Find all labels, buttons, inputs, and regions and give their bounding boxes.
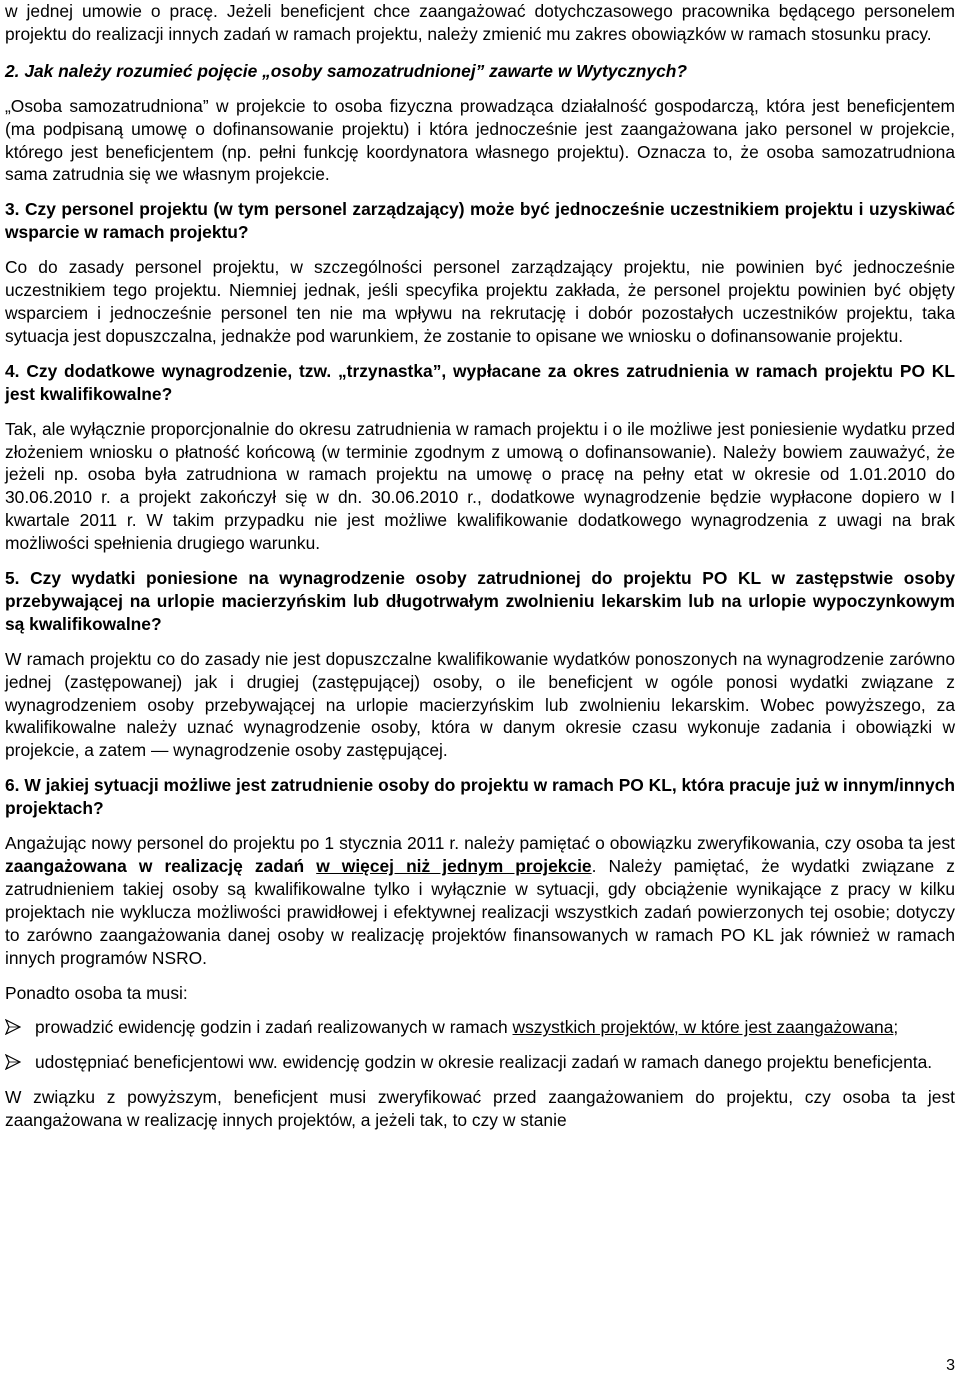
list-item-text: udostępniać beneficjentowi ww. ewidencję godzin w okresie realizacji zadań w ramach danego projektu beneficjenta.	[35, 1052, 933, 1073]
answer-6-bold-underlined-text: w więcej niż jednym projekcie	[316, 856, 592, 876]
question-4-answer: Tak, ale wyłącznie proporcjonalnie do okresu zatrudnienia w ramach projektu i o ile możliwe jest poniesienie wydatku przed złożeniem wniosku o płatność końcową (w terminie zgodnym z umową o dofinansowanie). Należy bowiem zauważyć, że jeżeli np. osoba była zatrudniona w ramach projektu na umowę o pracę na pełny etat w okresie od 1.01.2010 do 30.06.2010 r. a projekt zakończył się w dn. 30.06.2010 r., dodatkowe wynagrodzenie będzie wypłacone dopiero w I kwartale 2011 r. W takim przypadku nie jest możliwe kwalifikowanie dodatkowego wynagrodzenia z uwagi na brak możliwości spełnienia drugiego warunku.	[5, 418, 955, 554]
arrow-bullet-icon	[5, 1054, 21, 1070]
document-page	[5, 0, 955, 1132]
question-4-heading: 4. Czy dodatkowe wynagrodzenie, tzw. „trzynastka”, wypłacane za okres zatrudnienia w ramach projektu PO KL jest kwalifikowalne?	[5, 360, 955, 404]
question-6-heading: 6. W jakiej sytuacji możliwe jest zatrudnienie osoby do projektu w ramach PO KL, która pracuje już w innym/innych projektach?	[5, 775, 955, 819]
list-item-underlined-text: wszystkich projektów, w które jest zaangażowana	[512, 1017, 894, 1038]
question-6-lead: Ponadto osoba ta musi:	[5, 982, 188, 1003]
question-2-answer: „Osoba samozatrudniona” w projekcie to osoba fizyczna prowadząca działalność gospodarczą, która jest beneficjentem (ma podpisaną umowę o dofinansowanie projektu) i która jednocześnie jest zaangażowana jako personel w projekcie, którego jest beneficjentem (np. pełni funkcję koordynatora własnego projektu). Oznacza to, że osoba samozatrudniona sama zatrudnia się we własnym projekcie.	[5, 95, 955, 185]
list-item	[5, 1016, 955, 1039]
answer-6-text-start: Angażując nowy personel do projektu po 1 stycznia 2011 r. należy pamiętać o obowiązku zweryfikowania, czy osoba ta jest	[5, 833, 955, 854]
answer-6-text-end: . Należy pamiętać, że wydatki związane z zatrudnieniem takiej osoby są kwalifikowalne tylko i wyłącznie w sytuacji, gdy obciążenie wynikające z pracy w kilku projektach nie wyklucza możliwości prawidłowej i efektywnej realizacji wszystkich zadań powierzonych tej osobie; dotyczy to zarówno zaangażowania danej osoby w realizację projektów finansowanych w ramach PO KL jak również w ramach innych programów NSRO.	[5, 856, 955, 968]
closing-paragraph: W związku z powyższym, beneficjent musi zweryfikować przed zaangażowaniem do projektu, czy osoba ta jest zaangażowana w realizację innych projektów, a jeżeli tak, to czy w stanie	[5, 1087, 955, 1131]
list-item	[5, 1051, 955, 1074]
list-item-text-end: ;	[893, 1017, 899, 1038]
requirements-list	[5, 1016, 955, 1074]
intro-paragraph	[5, 0, 955, 46]
question-3-heading: 3. Czy personel projektu (w tym personel zarządzający) może być jednocześnie uczestnikiem projektu i uzyskiwać wsparcie w ramach projektu?	[5, 199, 955, 243]
question-6-answer	[5, 832, 955, 969]
question-2-heading: 2. Jak należy rozumieć pojęcie „osoby samozatrudnionej” zawarte w Wytycznych?	[5, 60, 687, 81]
list-item-text: prowadzić ewidencję godzin i zadań realizowanych w ramach	[35, 1017, 513, 1038]
page-number: 3	[946, 1357, 955, 1374]
answer-6-bold-text: zaangażowana w realizację zadań	[5, 856, 317, 876]
intro-line-1: w jednej umowie o pracę. Jeżeli beneficjent chce zaangażować dotychczasowego pracownika będącego	[5, 1, 856, 21]
question-5-answer: W ramach projektu co do zasady nie jest dopuszczalne kwalifikowanie wydatków ponoszonych na wynagrodzenie zarówno jednej (zastępowanej) jak i drugiej (zastępującej) osoby, o ile beneficjent w ogóle ponosi wydatki związane z wynagrodzeniem osoby przebywającej na urlopie macierzyńskim lub zwolnieniu lekarskim. Wobec powyższego, za kwalifikowalne należy uznać wynagrodzenie osoby, która w danym okresie czasu wykonuje zadania i obowiązki w projekcie, a zatem — wynagrodzenie osoby zastępującej.	[5, 648, 955, 761]
arrow-bullet-icon	[5, 1019, 21, 1035]
question-3-answer: Co do zasady personel projektu, w szczególności personel zarządzający projektu, nie powinien być jednocześnie uczestnikiem tego projektu. Niemniej jednak, jeśli specyfika projektu zakłada, że personel projektu powinien być objęty wsparciem i jednocześnie personel ten nie ma wpływu na rekrutację i dobór pozostałych uczestników projektu, taka sytuacja jest dopuszczalna, jednakże pod warunkiem, że zostanie to opisane we wniosku o dofinansowanie projektu.	[5, 257, 955, 346]
question-5-heading: 5. Czy wydatki poniesione na wynagrodzenie osoby zatrudnionej do projektu PO KL w zastępstwie osoby przebywającej na urlopie macierzyńskim lub długotrwałym zwolnieniu lekarskim lub na urlopie wypoczynkowym są kwalifikowalne?	[5, 568, 955, 634]
intro-rest: personelem projektu do realizacji innych zadań w ramach projektu, należy zmienić mu zakres obowiązków w ramach stosunku pracy.	[5, 1, 955, 44]
